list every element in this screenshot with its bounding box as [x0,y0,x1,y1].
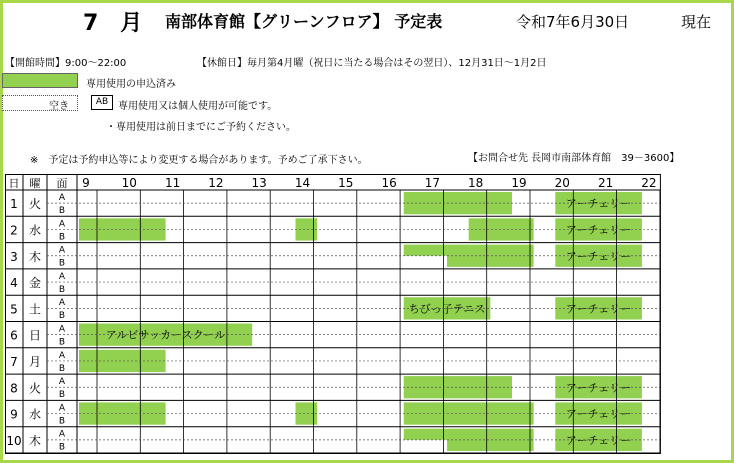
row-day: 5 [10,302,18,317]
booking-label: ちびっ子テニス [408,302,486,316]
contact-info: 【お問合せ先 長岡市南部体育館 39－3600】 [468,153,680,164]
schedule-grid [5,174,723,461]
page-title: 南部体育館【グリーンフロア】 予定表 [165,12,443,31]
booking-label: アーチェリー [565,197,632,211]
row-weekday: 月 [28,354,42,369]
booking-label: アーチェリー [565,249,632,263]
as-of-label: 現在 [681,13,712,31]
hour-tick-label: 9 [82,176,90,190]
half-label-a: A [58,350,66,361]
half-label-a: A [58,271,66,282]
booking-label: アーチェリー [565,223,632,237]
hour-tick-label: 10 [121,176,137,190]
header-face: 面 [56,177,68,190]
as-of-date: 令和7年6月30日 [516,13,630,31]
row-day: 8 [10,381,18,396]
booking-bar [296,218,318,240]
half-label-a: A [58,377,66,388]
half-label-b: B [58,363,66,374]
closed-days: 【休館日】毎月第4月曜（祝日に当たる場合はその翌日）、12月31日～1月2日 [197,58,547,69]
hour-tick-label: 22 [641,176,657,190]
hour-tick-label: 16 [381,176,397,190]
header-weekday: 曜 [29,177,41,190]
legend-reserved-label: 専用使用の申込済み [86,79,176,90]
legend-ab-text: 専用使用又は個人使用が可能です。 [118,101,278,112]
advance-booking-note: ・専用使用は前日までにご予約ください。 [106,122,296,133]
booking-bar [296,402,318,424]
hour-tick-label: 20 [554,176,570,190]
row-day: 7 [10,354,18,369]
row-weekday: 水 [28,407,42,422]
half-label-a: A [58,245,66,256]
hour-tick-label: 18 [468,176,484,190]
booking-label: アーチェリー [565,381,632,395]
hour-tick-label: 19 [511,176,527,190]
half-label-b: B [58,416,66,427]
row-weekday: 火 [28,197,42,212]
half-label-a: A [58,298,66,309]
half-label-b: B [58,311,66,322]
half-label-b: B [58,258,66,269]
row-day: 10 [6,433,22,448]
row-day: 4 [10,276,18,291]
row-day: 9 [10,407,18,422]
half-label-a: A [58,403,66,414]
hour-tick-label: 17 [424,176,441,190]
row-day: 2 [10,223,18,238]
month-heading: 7 月 [83,11,143,36]
legend-ab-box: AB [91,95,113,110]
half-label-a: A [58,219,66,230]
booking-label: アーチェリー [565,407,632,421]
booking-label: アルビサッカースクール [105,328,226,342]
row-weekday: 火 [28,381,42,396]
legend-empty-label: 空き [49,101,69,112]
half-label-b: B [58,337,66,348]
row-day: 1 [10,197,18,212]
hour-tick-label: 12 [208,176,224,190]
row-weekday: 水 [28,223,42,238]
row-weekday: 木 [28,249,42,264]
booking-bar [404,245,447,256]
hour-tick-label: 11 [164,176,181,190]
half-label-b: B [58,390,66,401]
hour-tick-label: 14 [294,176,311,190]
row-weekday: 金 [28,276,42,291]
booking-label: アーチェリー [565,433,632,447]
booking-label: アーチェリー [565,302,632,316]
hour-tick-label: 13 [251,176,267,190]
half-label-b: B [58,284,66,295]
hour-tick-label: 15 [338,176,354,190]
half-label-a: A [58,193,66,203]
row-weekday: 土 [28,302,42,317]
row-day: 3 [10,249,18,264]
row-day: 6 [10,328,18,343]
row-weekday: 日 [28,328,42,343]
half-label-b: B [58,232,66,243]
opening-hours: 【開館時間】9:00～22:00 [5,58,127,69]
hour-tick-label: 21 [597,176,614,190]
half-label-b: B [58,442,66,453]
half-label-b: B [58,206,66,216]
half-label-a: A [58,324,66,335]
schedule-change-notice: ※ 予定は予約申込等により変更する場合があります。予めご了承下さい。 [30,155,368,166]
booking-bar [404,429,447,440]
legend-reserved-swatch [2,73,78,88]
row-weekday: 木 [28,433,42,448]
half-label-a: A [58,429,66,440]
header-day: 日 [8,177,20,190]
